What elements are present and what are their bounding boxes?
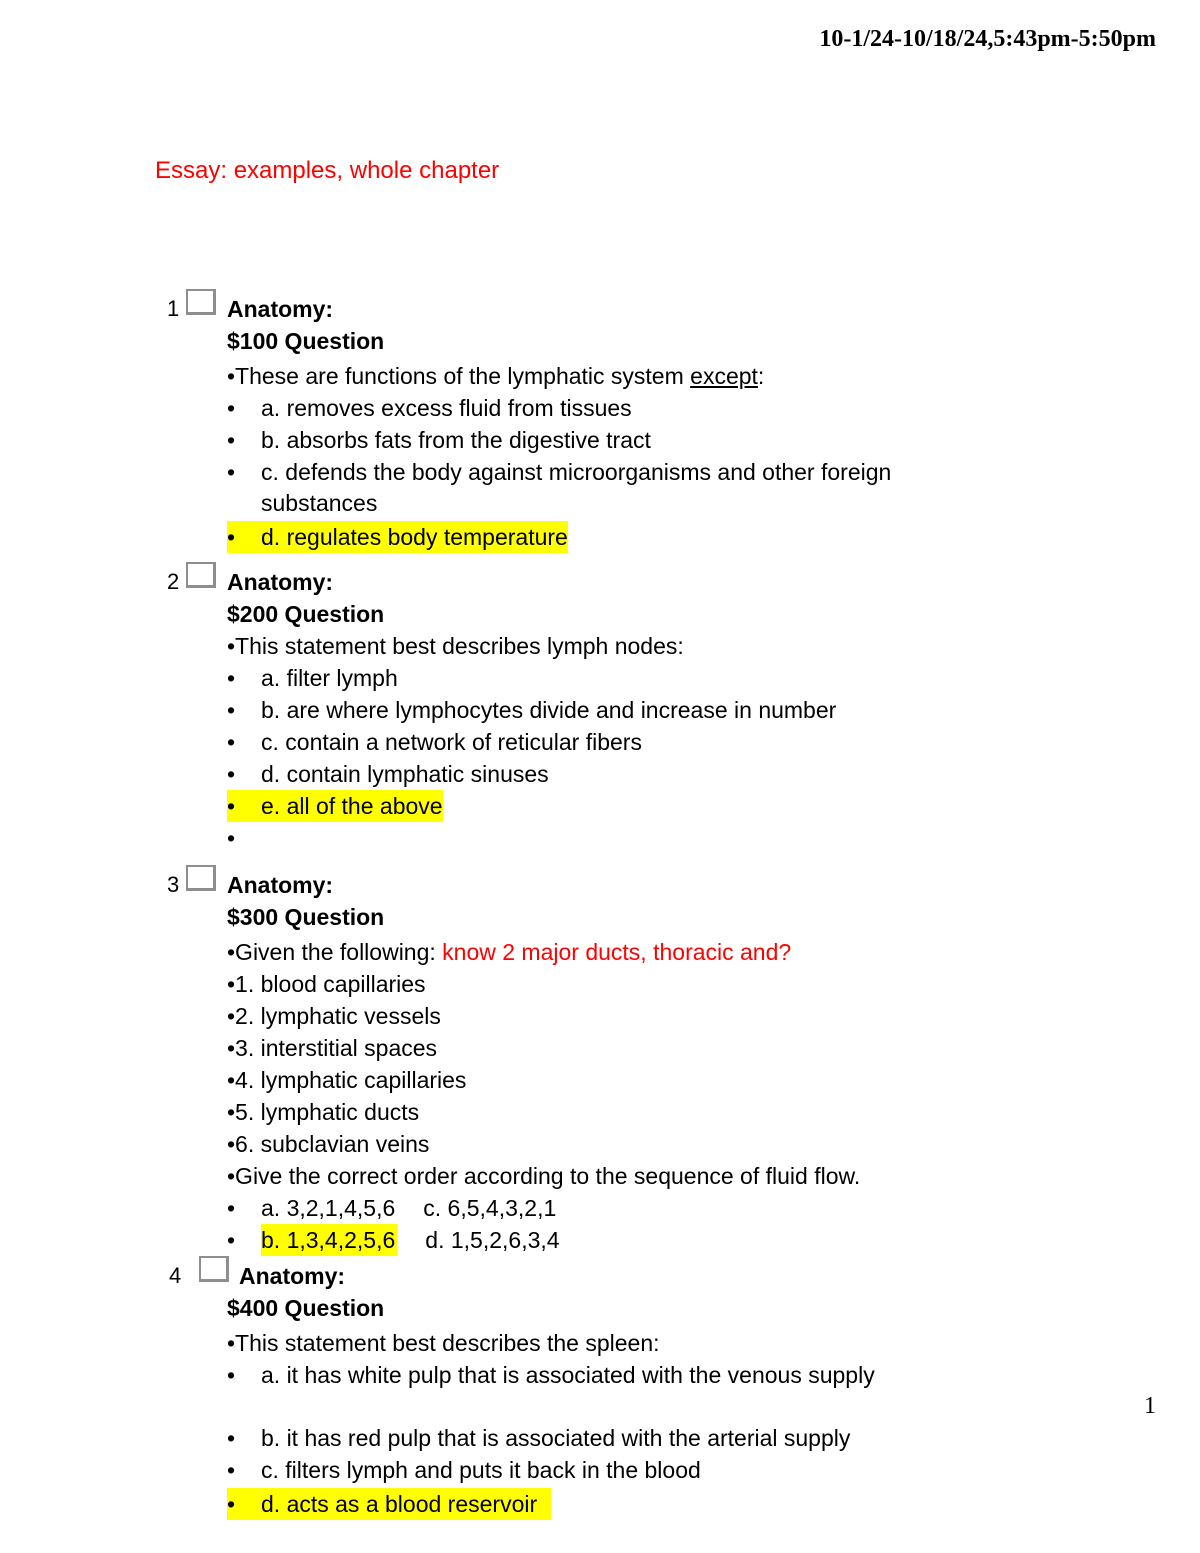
prompt-note: know 2 major ducts, thoracic and? xyxy=(442,939,792,965)
option-text: c. filters lymph and puts it back in the blood xyxy=(261,1457,701,1483)
option-text: c. contain a network of reticular fibers xyxy=(261,729,642,755)
question-category: Anatomy: xyxy=(227,569,334,595)
question-value: $400 Question xyxy=(227,1295,385,1321)
option-c xyxy=(227,456,1107,488)
option-text: d. contain lymphatic sinuses xyxy=(261,761,549,787)
question-category: Anatomy: xyxy=(227,872,334,898)
question-checkbox[interactable] xyxy=(199,1256,229,1282)
option-c: c. 6,5,4,3,2,1 xyxy=(423,1195,557,1221)
question-category: Anatomy: xyxy=(239,1263,346,1289)
question-number: 1 xyxy=(167,296,180,321)
option-text: b. absorbs fats from the digestive tract xyxy=(261,427,651,453)
option-b xyxy=(227,694,1107,726)
essay-note: Essay: examples, whole chapter xyxy=(155,157,500,184)
bullet: • xyxy=(227,729,236,755)
bullet: • xyxy=(227,1227,236,1253)
question-instruction: •Give the correct order according to the sequence of fluid flow. xyxy=(227,1163,861,1189)
option-a: a. 3,2,1,4,5,6 xyxy=(261,1195,396,1221)
question-number: 3 xyxy=(167,872,180,897)
option-d xyxy=(227,758,1107,790)
bullet: • xyxy=(227,395,236,421)
option-a xyxy=(227,1359,1107,1391)
option-a xyxy=(227,392,1107,424)
question-value: $100 Question xyxy=(227,328,385,354)
question-value: $200 Question xyxy=(227,601,385,627)
option-e-highlighted xyxy=(227,790,443,822)
list-item: •5. lymphatic ducts xyxy=(227,1099,420,1125)
bullet: • xyxy=(227,1195,236,1221)
option-b-highlighted: b. 1,3,4,2,5,6 xyxy=(261,1224,397,1256)
option-text: d. regulates body temperature xyxy=(261,524,568,550)
question-category: Anatomy: xyxy=(227,296,334,322)
question-prompt xyxy=(227,936,1107,968)
bullet: • xyxy=(227,761,236,787)
option-text: a. filter lymph xyxy=(261,665,398,691)
bullet: • xyxy=(227,427,236,453)
bullet: • xyxy=(227,1362,236,1388)
option-b xyxy=(227,1422,1107,1454)
option-text: a. it has white pulp that is associated with the venous supply xyxy=(261,1362,875,1388)
option-c xyxy=(227,726,1107,758)
option-c xyxy=(227,1454,1107,1486)
option-c-continuation: substances xyxy=(261,490,378,516)
question-checkbox[interactable] xyxy=(186,289,216,315)
bullet: • xyxy=(227,697,236,723)
option-d: d. 1,5,2,6,3,4 xyxy=(425,1227,560,1253)
bullet: • xyxy=(227,665,236,691)
option-d-highlighted xyxy=(227,1488,551,1520)
list-item: •4. lymphatic capillaries xyxy=(227,1067,467,1093)
option-d-highlighted xyxy=(227,521,568,553)
question-prompt: •This statement best describes lymph nodes: xyxy=(227,633,684,659)
page-number: 1 xyxy=(1144,1393,1156,1419)
bullet: • xyxy=(227,793,236,819)
question-checkbox[interactable] xyxy=(186,562,216,588)
question-prompt xyxy=(227,360,1107,392)
option-text: d. acts as a blood reservoir xyxy=(261,1491,538,1517)
list-item: •1. blood capillaries xyxy=(227,971,426,997)
prompt-emphasis: except xyxy=(690,363,758,389)
page-header-date-range: 10-1/24-10/18/24,5:43pm-5:50pm xyxy=(819,26,1156,52)
question-number: 2 xyxy=(167,569,180,594)
list-item: •3. interstitial spaces xyxy=(227,1035,438,1061)
options-row-1 xyxy=(227,1192,1107,1224)
option-b xyxy=(227,424,1107,456)
list-item: •2. lymphatic vessels xyxy=(227,1003,441,1029)
question-prompt: •This statement best describes the spleen: xyxy=(227,1330,660,1356)
option-text: c. defends the body against microorganisms and other foreign xyxy=(261,459,892,485)
question-value: $300 Question xyxy=(227,904,385,930)
option-text: b. are where lymphocytes divide and increase in number xyxy=(261,697,837,723)
prompt-text: •These are functions of the lymphatic system xyxy=(227,363,691,389)
list-item: •6. subclavian veins xyxy=(227,1131,430,1157)
question-number: 4 xyxy=(169,1263,182,1288)
option-a xyxy=(227,662,1107,694)
options-row-2 xyxy=(227,1224,1107,1256)
prompt-punctuation: : xyxy=(757,363,765,389)
option-text: e. all of the above xyxy=(261,793,443,819)
question-checkbox[interactable] xyxy=(186,865,216,891)
bullet: • xyxy=(227,524,236,550)
option-text: a. removes excess fluid from tissues xyxy=(261,395,632,421)
option-text: b. it has red pulp that is associated with the arterial supply xyxy=(261,1425,851,1451)
prompt-text: •Given the following: xyxy=(227,939,443,965)
bullet: • xyxy=(227,825,236,851)
bullet: • xyxy=(227,1491,236,1517)
bullet: • xyxy=(227,459,236,485)
bullet: • xyxy=(227,1457,236,1483)
bullet: • xyxy=(227,1425,236,1451)
